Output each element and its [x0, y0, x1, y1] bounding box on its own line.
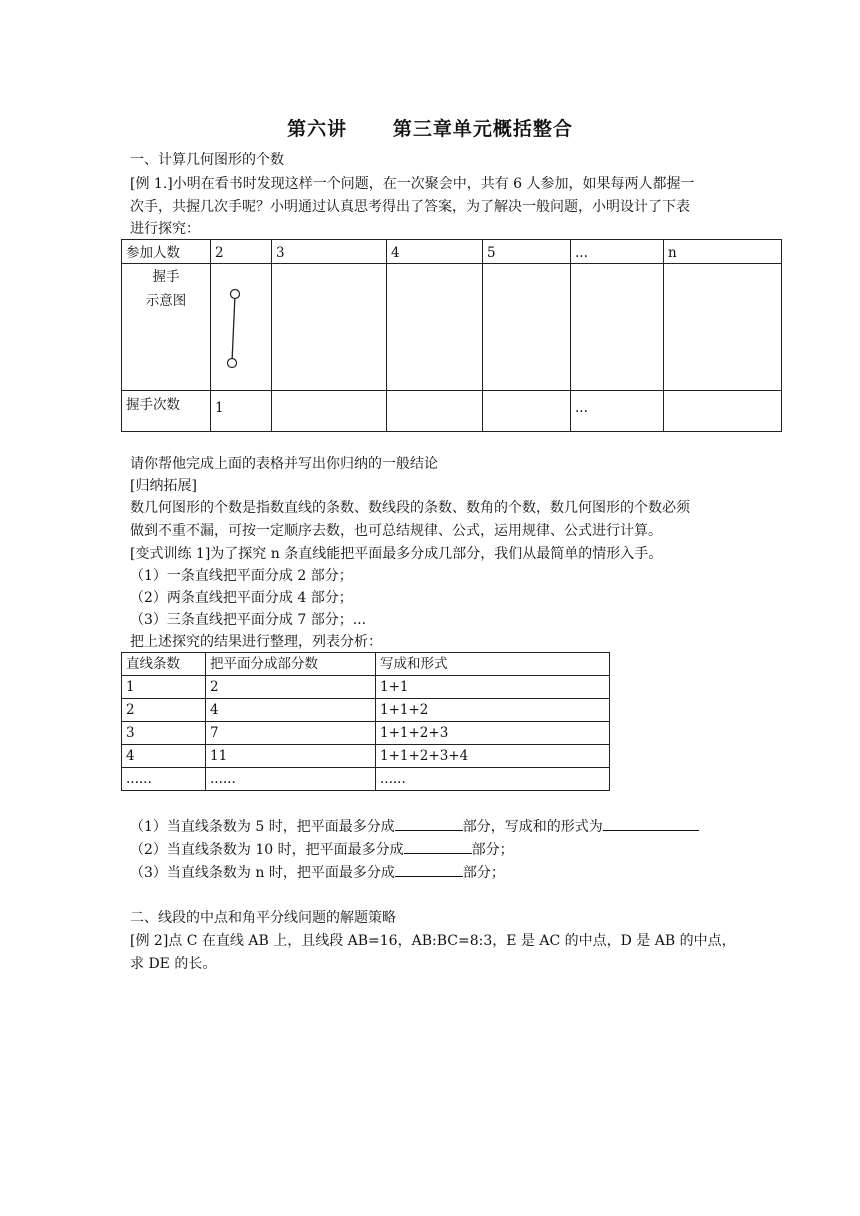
table-cell [571, 264, 664, 391]
table-cell: 2 [211, 240, 272, 264]
instruction-line: 请你帮他完成上面的表格并写出你归纳的一般结论 [130, 456, 438, 472]
table-cell: 3 [272, 240, 387, 264]
table-cell: 7 [206, 722, 376, 745]
diagram-label-cell [122, 264, 211, 391]
table-cell [387, 264, 483, 391]
table-cell: 1+1+2+3+4 [376, 745, 610, 768]
table-cell: 2 [206, 676, 376, 699]
handshake-table [121, 239, 782, 432]
table-cell: n [664, 240, 782, 264]
variant-line: [变式训练 1]为了探究 n 条直线能把平面最多分成几部分，我们从最简单的情形入手。 [130, 546, 663, 562]
table-cell [483, 264, 571, 391]
example1-line-2: 次手，共握几次手呢？小明通过认真思考得出了答案，为了解决一般问题，小明设计了下表 [130, 199, 690, 215]
step-line-1: （1）一条直线把平面分成 2 部分； [130, 568, 353, 584]
table-row [122, 699, 610, 722]
table-row [122, 768, 610, 791]
example1-line-1: [例 1.]小明在看书时发现这样一个问题，在一次聚会中，共有 6 人参加，如果每两人都握一 [130, 176, 695, 192]
answer-blank[interactable] [395, 862, 463, 877]
table-cell: 5 [483, 240, 571, 264]
table-cell: 参加人数 [122, 240, 211, 264]
answer-blank[interactable] [603, 816, 699, 831]
table-cell [387, 391, 483, 432]
question-2 [130, 839, 514, 861]
handshake-diagram-icon [211, 264, 271, 384]
table-cell: 4 [387, 240, 483, 264]
example2-line-2: 求 DE 的长。 [130, 956, 217, 972]
table-cell: 2 [122, 699, 206, 722]
organize-line: 把上述探究的结果进行整理，列表分析： [130, 634, 382, 650]
induce-line-2: 做到不重不漏，可按一定顺序去数，也可总结规律、公式，运用规律、公式进行计算。 [130, 523, 662, 539]
induce-heading: [归纳拓展] [130, 478, 197, 494]
page-title: 第六讲 第三章单元概括整合 [287, 118, 573, 140]
question-3-text-b: 部分； [462, 865, 505, 881]
table-cell [272, 391, 387, 432]
question-2-text-a: （2）当直线条数为 10 时，把平面最多分成 [130, 842, 404, 858]
table-row [122, 240, 782, 264]
section-heading-2: 二、线段的中点和角平分线问题的解题策略 [130, 910, 396, 926]
table-cell: 1+1+2 [376, 699, 610, 722]
question-1-text-a: （1）当直线条数为 5 时，把平面最多分成 [130, 819, 395, 835]
table-cell: 4 [206, 699, 376, 722]
table-row [122, 745, 610, 768]
table-cell [272, 264, 387, 391]
table-cell: 4 [122, 745, 206, 768]
table-cell: ...... [122, 768, 206, 791]
table-cell: 3 [122, 722, 206, 745]
table-cell: ... [571, 240, 664, 264]
table-row [122, 722, 610, 745]
table-cell: ...... [376, 768, 610, 791]
section-heading-1: 一、计算几何图形的个数 [130, 152, 284, 168]
table-cell: 1+1+2+3 [376, 722, 610, 745]
question-2-text-b: 部分； [471, 842, 514, 858]
table-cell [664, 264, 782, 391]
answer-blank[interactable] [404, 839, 472, 854]
diagram-label-line-1: 握手 [152, 269, 180, 285]
step-line-3: （3）三条直线把平面分成 7 部分；... [130, 612, 367, 628]
table-row [122, 264, 782, 391]
example1-line-3: 进行探究： [130, 221, 200, 237]
table-cell: 1 [122, 676, 206, 699]
question-1-text-b: 部分，写成和的形式为 [462, 819, 603, 835]
table-cell [483, 391, 571, 432]
lines-table [121, 652, 610, 791]
step-line-2: （2）两条直线把平面分成 4 部分； [130, 590, 353, 606]
table-header-row [122, 653, 610, 676]
table-row [122, 391, 782, 432]
handshake-diagram-cell [211, 264, 272, 391]
table-header: 直线条数 [122, 653, 206, 676]
question-3-text-a: （3）当直线条数为 n 时，把平面最多分成 [130, 865, 395, 881]
table-cell: 1 [211, 391, 272, 432]
table-cell: ... [571, 391, 664, 432]
table-cell: 11 [206, 745, 376, 768]
example2-line-1: [例 2]点 C 在直线 AB 上，且线段 AB=16，AB:BC=8:3，E 是 AC 的中点，D 是 AB 的中点， [130, 933, 736, 949]
table-cell [664, 391, 782, 432]
diagram-label-line-2: 示意图 [145, 293, 187, 309]
table-header: 写成和形式 [376, 653, 610, 676]
answer-blank[interactable] [395, 816, 463, 831]
table-cell: 握手次数 [122, 391, 211, 432]
table-cell: ...... [206, 768, 376, 791]
question-3 [130, 862, 505, 884]
table-cell: 1+1 [376, 676, 610, 699]
induce-line-1: 数几何图形的个数是指数直线的条数、数线段的条数、数角的个数，数几何图形的个数必须 [130, 500, 690, 516]
table-header: 把平面分成部分数 [206, 653, 376, 676]
question-1 [130, 816, 699, 838]
table-row [122, 676, 610, 699]
